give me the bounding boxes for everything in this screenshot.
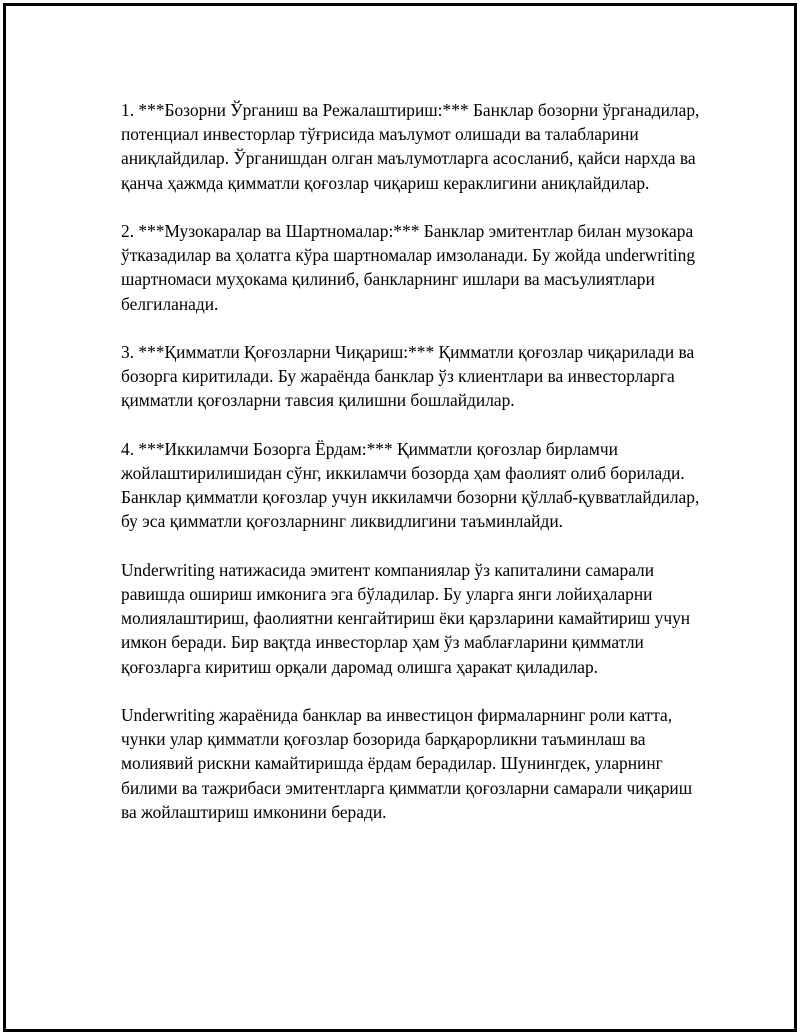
paragraph-4: 4. ***Иккиламчи Бозорга Ёрдам:*** Қимматли қоғозлар бирламчи жойлаштирилишидан сўнг, иккиламчи бозорда ҳам фаолият олиб борилади. Банклар қимматли қоғозлар учун иккиламчи бозорни қўллаб-қувватлайдилар, бу эса қимматли қоғозларнинг ликвидлигини таъминлайди. [121,438,700,532]
paragraph-6: Underwriting жараёнида банклар ва инвестицон фирмаларнинг роли катта, чунки улар қимматли қоғозлар бозорида барқарорликни таъминлаш ва молиявий рискни камайтиришда ёрдам берадилар. Шунингдек, уларнинг билими ва тажрибаси эмитентларга қимматли қоғозларни самарали чиқариш ва жойлаштириш имконини беради. [121,705,693,822]
paragraph-3: 3. ***Қимматли Қоғозларни Чиқариш:*** Қимматли қоғозлар чиқарилади ва бозорга киритилади. Бу жараёнда банклар ўз клиентлари ва инвесторларга қимматли қоғозларни тавсия қилишни бошлайдилар. [121,342,695,411]
paragraph-2: 2. ***Музокаралар ва Шартномалар:*** Банклар эмитентлар билан музокара ўтказадилар ва ҳолатга кўра шартномалар имзоланади. Бу жойда underwriting шартномаси муҳокама қилиниб, банкларнинг ишлари ва масъулиятлари белгиланади. [121,221,696,314]
page-frame [3,3,797,1032]
paragraph-5: Underwriting натижасида эмитент компаниялар ўз капиталини самарали равишда ошириш имконига эга бўладилар. Бу уларга янги лойиҳаларни молиялаштириш, фаолиятни кенгайтириш ёки қарзларини камайтириш учун имкон беради. Бир вақтда инвесторлар ҳам ўз маблағларини қимматли қоғозларга киритиш орқали даромад олишга ҳаракат қиладилар. [121,559,691,677]
paragraph-1: 1. ***Бозорни Ўрганиш ва Режалаштириш:*** Банклар бозорни ўрганадилар, потенциал инвесторлар тўғрисида маълумот олишади ва талабларини аниқлайдилар. Ўрганишдан олган маълумотларга асосланиб, қайси нархда ва қанча ҳажмда қимматли қоғозлар чиқариш кераклигини аниқлайдилар. [121,100,700,193]
document-body [121,98,706,848]
